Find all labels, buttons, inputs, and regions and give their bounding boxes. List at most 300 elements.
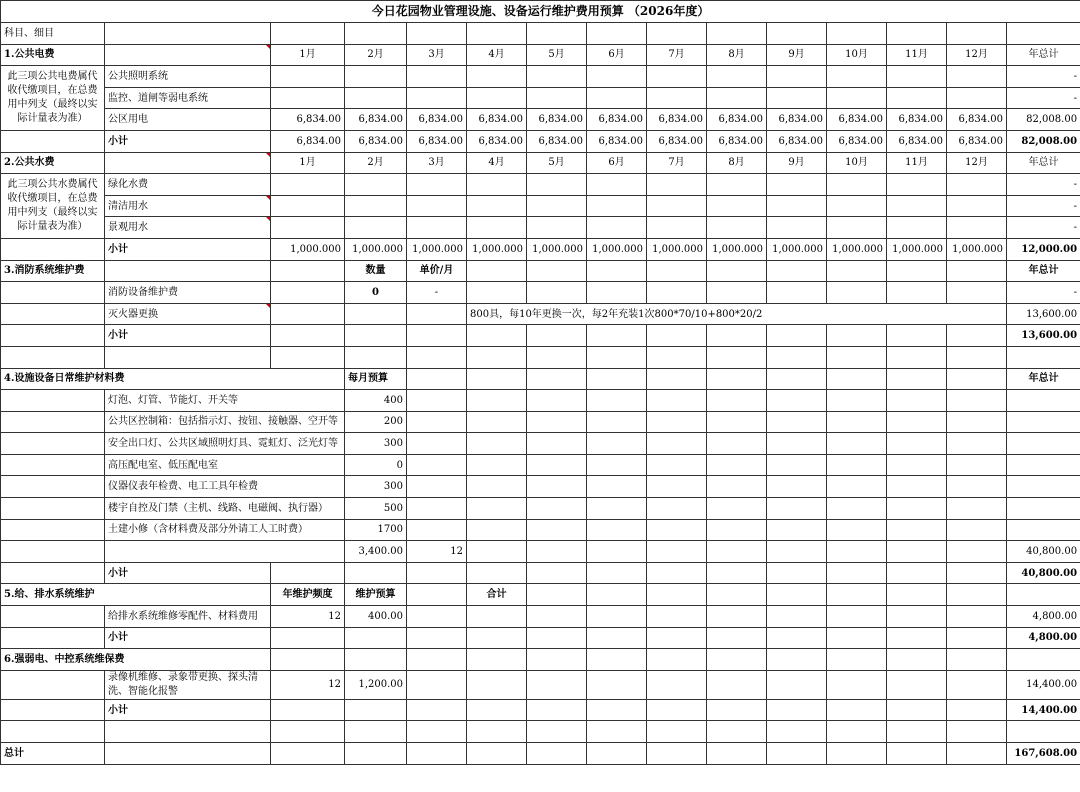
empty-cell [887, 562, 947, 584]
empty-cell [647, 411, 707, 433]
month-value: 1,000.000 [527, 238, 587, 260]
empty-cell [707, 670, 767, 699]
empty-cell [527, 649, 587, 671]
empty-cell [407, 721, 467, 743]
item-name: 给排水系统维修零配件、材料费用 [105, 606, 271, 628]
empty-cell [467, 562, 527, 584]
month-header: 2月 [345, 44, 407, 66]
month-value [467, 195, 527, 217]
empty-cell [345, 699, 407, 721]
item-total: 4,800.00 [1007, 606, 1080, 628]
empty-cell [887, 368, 947, 390]
month-value: 6,834.00 [767, 109, 827, 131]
empty-cell [467, 325, 527, 347]
empty-cell [767, 562, 827, 584]
item-name: 土建小修（含材料费及部分外请工人工时费） [105, 519, 345, 541]
empty-cell [947, 541, 1007, 563]
empty-cell [827, 627, 887, 649]
month-value [947, 174, 1007, 196]
empty-cell [887, 390, 947, 412]
empty-cell [707, 584, 767, 606]
section-note: 此三项公共电费属代收代缴项目，在总费用中列支（最终以实际计量表为准） [1, 66, 105, 131]
empty-cell [1007, 433, 1080, 455]
empty-cell [1, 433, 105, 455]
subtotal-row [1, 130, 1080, 152]
month-value [707, 174, 767, 196]
item-name: 公共照明系统 [105, 66, 271, 88]
empty-cell [647, 743, 707, 765]
year-total-header: 年总计 [1007, 152, 1080, 174]
month-value [887, 174, 947, 196]
month-header: 12月 [947, 44, 1007, 66]
empty-cell [887, 584, 947, 606]
empty-cell [947, 721, 1007, 743]
empty-cell [827, 368, 887, 390]
empty-cell [1, 411, 105, 433]
empty-cell [1007, 498, 1080, 520]
month-value [407, 66, 467, 88]
empty-cell [345, 325, 407, 347]
item-monthly-value: 200 [345, 411, 407, 433]
empty-cell [947, 670, 1007, 699]
empty-cell [647, 584, 707, 606]
empty-cell [827, 411, 887, 433]
empty-cell [707, 390, 767, 412]
empty-cell [707, 498, 767, 520]
item-total: 82,008.00 [1007, 109, 1080, 131]
empty-cell [407, 433, 467, 455]
empty-cell [271, 743, 345, 765]
empty-cell [1, 498, 105, 520]
empty-cell [947, 390, 1007, 412]
subtotal-total: 82,008.00 [1007, 130, 1080, 152]
item-monthly-value: 300 [345, 476, 407, 498]
empty-cell [527, 721, 587, 743]
empty-cell [587, 721, 647, 743]
empty-cell [407, 454, 467, 476]
month-value [707, 87, 767, 109]
empty-cell [827, 670, 887, 699]
month-header: 8月 [707, 44, 767, 66]
empty-cell [767, 346, 827, 368]
empty-cell [271, 562, 345, 584]
month-header: 5月 [527, 44, 587, 66]
empty-cell [345, 721, 407, 743]
empty-cell [467, 346, 527, 368]
empty-cell [827, 282, 887, 304]
empty-cell [707, 454, 767, 476]
empty-cell [407, 498, 467, 520]
item-monthly-value: 0 [345, 454, 407, 476]
empty-cell [647, 476, 707, 498]
empty-cell [587, 584, 647, 606]
empty-cell [887, 411, 947, 433]
empty-cell [527, 699, 587, 721]
subtotal-total: 13,600.00 [1007, 325, 1080, 347]
empty-cell [947, 454, 1007, 476]
table-row [1, 433, 1080, 455]
month-value: 1,000.000 [467, 238, 527, 260]
month-value [587, 66, 647, 88]
empty-cell [947, 627, 1007, 649]
empty-cell [1, 130, 105, 152]
empty-cell [647, 606, 707, 628]
empty-cell [1, 346, 105, 368]
empty-cell [467, 433, 527, 455]
sheet-title: 今日花园物业管理设施、设备运行维护费用预算 （2026年度） [1, 1, 1080, 23]
empty-cell [647, 541, 707, 563]
section-note: 此三项公共水费属代收代缴项目，在总费用中列支（最终以实际计量表为准） [1, 174, 105, 239]
empty-cell [467, 454, 527, 476]
empty-cell [647, 627, 707, 649]
empty-cell [827, 325, 887, 347]
empty-cell [467, 476, 527, 498]
item-total: 13,600.00 [1007, 303, 1080, 325]
empty-cell [947, 562, 1007, 584]
empty-cell [527, 519, 587, 541]
month-value: 1,000.000 [587, 238, 647, 260]
month-header: 4月 [467, 44, 527, 66]
empty-cell [587, 454, 647, 476]
empty-cell [767, 670, 827, 699]
empty-cell [105, 346, 271, 368]
empty-cell [647, 454, 707, 476]
month-value: 1,000.000 [947, 238, 1007, 260]
empty-cell [887, 260, 947, 282]
empty-cell [345, 346, 407, 368]
empty-cell [407, 649, 467, 671]
empty-cell [827, 346, 887, 368]
empty-cell [527, 584, 587, 606]
empty-cell [587, 476, 647, 498]
budget-header: 维护预算 [345, 584, 407, 606]
month-value: 1,000.000 [707, 238, 767, 260]
empty-cell [407, 368, 467, 390]
month-header: 6月 [587, 44, 647, 66]
empty-cell [827, 454, 887, 476]
empty-cell [767, 454, 827, 476]
month-value [527, 66, 587, 88]
empty-cell [827, 699, 887, 721]
year-total-header: 年总计 [1007, 44, 1080, 66]
month-header: 10月 [827, 44, 887, 66]
empty-cell [947, 411, 1007, 433]
month-value: 6,834.00 [887, 109, 947, 131]
empty-cell [1, 476, 105, 498]
empty-cell [407, 476, 467, 498]
month-value: 6,834.00 [827, 130, 887, 152]
empty-cell [587, 368, 647, 390]
sum-total: 40,800.00 [1007, 541, 1080, 563]
month-header: 10月 [827, 152, 887, 174]
freq-header: 年维护频度 [271, 584, 345, 606]
empty-cell [1007, 519, 1080, 541]
empty-cell [271, 699, 345, 721]
empty-cell [1007, 721, 1080, 743]
empty-cell [271, 346, 345, 368]
item-total: - [1007, 174, 1080, 196]
month-value [407, 87, 467, 109]
item-budget: 1,200.00 [345, 670, 407, 699]
empty-cell [527, 260, 587, 282]
empty-cell [467, 541, 527, 563]
empty-cell [767, 411, 827, 433]
empty-cell [587, 260, 647, 282]
empty-cell [407, 606, 467, 628]
empty-cell [647, 562, 707, 584]
item-qty: 0 [345, 282, 407, 304]
empty-cell [647, 390, 707, 412]
empty-cell [1007, 390, 1080, 412]
empty-cell [271, 303, 345, 325]
empty-cell [887, 606, 947, 628]
empty-cell [467, 282, 527, 304]
empty-cell [1, 519, 105, 541]
month-value [887, 87, 947, 109]
unit-price-header: 单价/月 [407, 260, 467, 282]
month-value: 6,834.00 [887, 130, 947, 152]
item-monthly-value: 500 [345, 498, 407, 520]
item-unit-price: - [407, 282, 467, 304]
month-value [947, 87, 1007, 109]
empty-cell [587, 627, 647, 649]
empty-cell [827, 743, 887, 765]
empty-cell [467, 606, 527, 628]
empty-cell [271, 282, 345, 304]
month-value [527, 174, 587, 196]
header-label: 科目、细目 [1, 23, 105, 45]
item-name: 楼宇自控及门禁（主机、线路、电磁阀、执行器） [105, 498, 345, 520]
empty-cell [527, 743, 587, 765]
empty-cell [887, 743, 947, 765]
month-value [947, 66, 1007, 88]
empty-cell [1, 454, 105, 476]
empty-cell [467, 260, 527, 282]
empty-cell [1, 238, 105, 260]
empty-cell [467, 390, 527, 412]
empty-cell [647, 670, 707, 699]
empty-cell [1007, 411, 1080, 433]
item-name: 安全出口灯、公共区域照明灯具、霓虹灯、泛光灯等 [105, 433, 345, 455]
month-value [467, 87, 527, 109]
empty-cell [767, 498, 827, 520]
empty-cell [707, 541, 767, 563]
section-header-row [1, 152, 1080, 174]
month-header: 4月 [467, 152, 527, 174]
empty-cell [1, 303, 105, 325]
month-header: 11月 [887, 44, 947, 66]
empty-cell [767, 325, 827, 347]
empty-cell [527, 282, 587, 304]
month-value [467, 174, 527, 196]
empty-cell [407, 390, 467, 412]
empty-cell [647, 260, 707, 282]
empty-cell [827, 390, 887, 412]
table-row [1, 454, 1080, 476]
empty-cell [467, 699, 527, 721]
empty-cell [707, 433, 767, 455]
empty-cell [467, 649, 527, 671]
month-value [271, 217, 345, 239]
section-header-row [1, 44, 1080, 66]
item-name: 灯泡、灯管、节能灯、开关等 [105, 390, 345, 412]
month-value: 6,834.00 [407, 109, 467, 131]
month-value [467, 217, 527, 239]
item-total: - [1007, 282, 1080, 304]
empty-cell [271, 325, 345, 347]
month-value: 6,834.00 [407, 130, 467, 152]
empty-cell [1, 390, 105, 412]
month-value: 6,834.00 [587, 130, 647, 152]
empty-cell [1007, 454, 1080, 476]
month-value [707, 66, 767, 88]
empty-cell [887, 721, 947, 743]
empty-cell [407, 699, 467, 721]
table-row [1, 66, 1080, 88]
empty-cell [587, 649, 647, 671]
sum-header: 合计 [467, 584, 527, 606]
empty-cell [887, 541, 947, 563]
empty-cell [587, 498, 647, 520]
empty-cell [105, 152, 271, 174]
year-total-header: 年总计 [1007, 368, 1080, 390]
empty-cell [887, 519, 947, 541]
table-row [1, 411, 1080, 433]
table-row [1, 174, 1080, 196]
empty-cell [587, 699, 647, 721]
section-title: 3.消防系统维护费 [1, 260, 105, 282]
item-name: 高压配电室、低压配电室 [105, 454, 345, 476]
month-header: 11月 [887, 152, 947, 174]
empty-cell [887, 346, 947, 368]
month-value [647, 87, 707, 109]
empty-cell [647, 433, 707, 455]
empty-cell [887, 433, 947, 455]
empty-cell [587, 562, 647, 584]
month-value: 6,834.00 [647, 109, 707, 131]
empty-cell [345, 627, 407, 649]
qty-header: 数量 [345, 260, 407, 282]
month-header: 3月 [407, 152, 467, 174]
empty-cell [467, 368, 527, 390]
item-name: 公区用电 [105, 109, 271, 131]
empty-cell [947, 260, 1007, 282]
month-header: 9月 [767, 44, 827, 66]
month-value [271, 195, 345, 217]
empty-cell [587, 346, 647, 368]
month-value [271, 87, 345, 109]
table-row [1, 498, 1080, 520]
empty-cell [587, 743, 647, 765]
empty-cell [767, 743, 827, 765]
month-value [407, 217, 467, 239]
empty-cell [271, 649, 345, 671]
month-value [767, 217, 827, 239]
empty-cell [587, 325, 647, 347]
month-value [707, 217, 767, 239]
empty-cell [527, 498, 587, 520]
month-value: 6,834.00 [345, 130, 407, 152]
empty-cell [707, 476, 767, 498]
month-value [527, 87, 587, 109]
empty-cell [647, 498, 707, 520]
item-name: 灭火器更换 [105, 303, 271, 325]
empty-cell [1007, 346, 1080, 368]
month-value: 6,834.00 [947, 130, 1007, 152]
empty-cell [407, 627, 467, 649]
month-value: 1,000.000 [407, 238, 467, 260]
subtotal-label: 小计 [105, 130, 271, 152]
item-monthly-value: 1700 [345, 519, 407, 541]
item-freq: 12 [271, 670, 345, 699]
empty-cell [527, 325, 587, 347]
empty-cell [407, 584, 467, 606]
month-value: 6,834.00 [527, 130, 587, 152]
empty-cell [947, 325, 1007, 347]
empty-cell [1, 699, 105, 721]
empty-cell [527, 670, 587, 699]
item-note: 800具，每10年更换一次，每2年充装1次800*70/10+800*20/2 [467, 303, 1007, 325]
item-name: 消防设备维护费 [105, 282, 271, 304]
month-value: 6,834.00 [271, 109, 345, 131]
empty-cell [947, 606, 1007, 628]
empty-cell [1, 606, 105, 628]
empty-cell [947, 498, 1007, 520]
month-value [345, 174, 407, 196]
item-total: - [1007, 217, 1080, 239]
empty-cell [527, 390, 587, 412]
month-value: 1,000.000 [767, 238, 827, 260]
item-monthly-value: 400 [345, 390, 407, 412]
empty-cell [887, 454, 947, 476]
empty-cell [947, 433, 1007, 455]
table-row [1, 87, 1080, 109]
empty-cell [767, 541, 827, 563]
month-value [827, 195, 887, 217]
empty-cell [587, 670, 647, 699]
month-value: 6,834.00 [467, 109, 527, 131]
section-title: 1.公共电费 [1, 44, 105, 66]
empty-cell [527, 346, 587, 368]
empty-cell [947, 699, 1007, 721]
month-header: 1月 [271, 152, 345, 174]
month-value [647, 66, 707, 88]
empty-cell [467, 627, 527, 649]
item-total: 14,400.00 [1007, 670, 1080, 699]
empty-cell [587, 541, 647, 563]
empty-cell [467, 411, 527, 433]
empty-cell [587, 433, 647, 455]
month-value [345, 87, 407, 109]
empty-cell [827, 433, 887, 455]
empty-cell [767, 476, 827, 498]
month-value [467, 66, 527, 88]
empty-cell [707, 721, 767, 743]
empty-cell [887, 498, 947, 520]
monthly-budget-header: 每月预算 [345, 368, 407, 390]
item-name: 景观用水 [105, 217, 271, 239]
empty-cell [767, 433, 827, 455]
year-total-header: 年总计 [1007, 260, 1080, 282]
month-value: 6,834.00 [947, 109, 1007, 131]
empty-cell [707, 627, 767, 649]
empty-cell [1007, 584, 1080, 606]
empty-cell [105, 743, 271, 765]
month-value [947, 217, 1007, 239]
empty-cell [647, 368, 707, 390]
empty-cell [707, 260, 767, 282]
item-name: 公共区控制箱：包括指示灯、按钮、接触器、空开等 [105, 411, 345, 433]
